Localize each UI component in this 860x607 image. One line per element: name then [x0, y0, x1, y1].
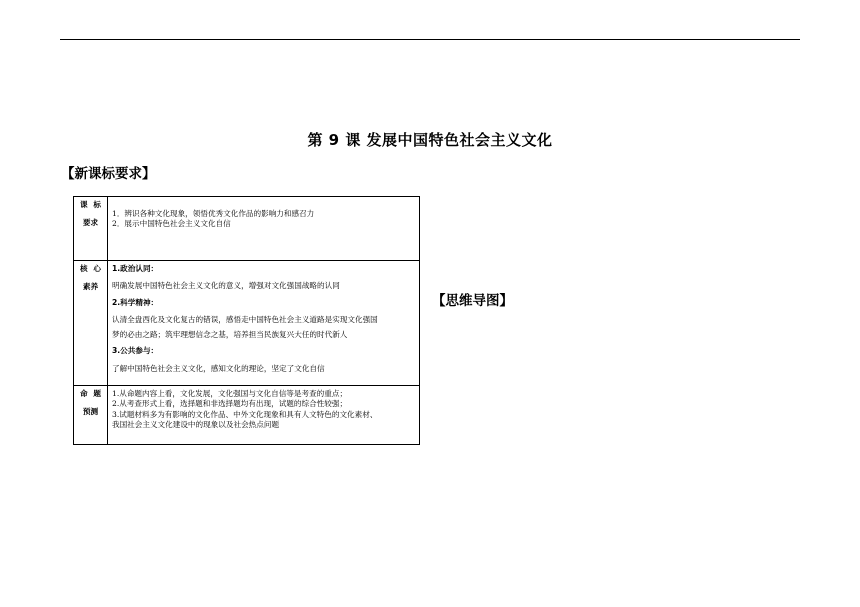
requirement-line: 1．辨识各种文化现象，领悟优秀文化作品的影响力和感召力	[112, 209, 315, 218]
table-row	[74, 197, 420, 261]
literacy-line: 梦的必由之路；筑牢理想信念之基，培养担当民族复兴大任的时代新人	[112, 330, 348, 339]
prediction-line: 我国社会主义文化建设中的现象以及社会热点问题	[112, 419, 280, 429]
table-row	[74, 386, 420, 445]
literacy-line: 认清全盘西化及文化复古的错误，感悟走中国特色社会主义道路是实现文化强国	[112, 314, 378, 324]
prediction-line: 1.从命题内容上看，文化发展，文化强国与文化自信等是考查的重点；	[112, 389, 348, 398]
literacy-heading: 3.公共参与：	[112, 346, 159, 356]
mindmap-heading: 【思维导图】	[432, 293, 513, 309]
literacy-line: 明确发展中国特色社会主义文化的意义，增强对文化强国战略的认同	[112, 281, 340, 291]
label-char: 核	[80, 264, 88, 273]
label-text: 预测	[82, 407, 99, 417]
table-row	[74, 261, 420, 386]
row-content	[108, 386, 420, 445]
label-char: 心	[93, 264, 101, 273]
prediction-line: 2.从考查形式上看，选择题和非选择题均有出现，试题的综合性较强；	[112, 399, 348, 409]
standards-heading: 【新课标要求】	[61, 166, 156, 182]
row-content	[108, 261, 420, 386]
requirement-line: 2．展示中国特色社会主义文化自信	[112, 219, 231, 229]
label-char: 课	[80, 200, 88, 209]
lesson-title: 第 9 课 发展中国特色社会主义文化	[307, 131, 553, 149]
row-content	[108, 197, 420, 261]
row-label	[74, 261, 108, 386]
prediction-line: 3.试题材料多为有影响的文化作品、中外文化现象和具有人文特色的文化素材、	[112, 409, 378, 419]
header-rule	[60, 39, 800, 40]
row-label	[74, 386, 108, 445]
label-char: 命	[80, 389, 88, 398]
literacy-heading: 2.科学精神：	[112, 297, 159, 307]
label-char: 标	[93, 200, 101, 209]
row-label	[74, 197, 108, 261]
label-text: 素养	[82, 282, 99, 292]
requirements-table	[73, 196, 420, 445]
label-text: 要求	[82, 218, 99, 228]
literacy-heading: 1.政治认同：	[112, 264, 159, 273]
literacy-line: 了解中国特色社会主义文化，感知文化的理论，坚定了文化自信	[112, 363, 325, 373]
label-char: 题	[93, 389, 101, 398]
